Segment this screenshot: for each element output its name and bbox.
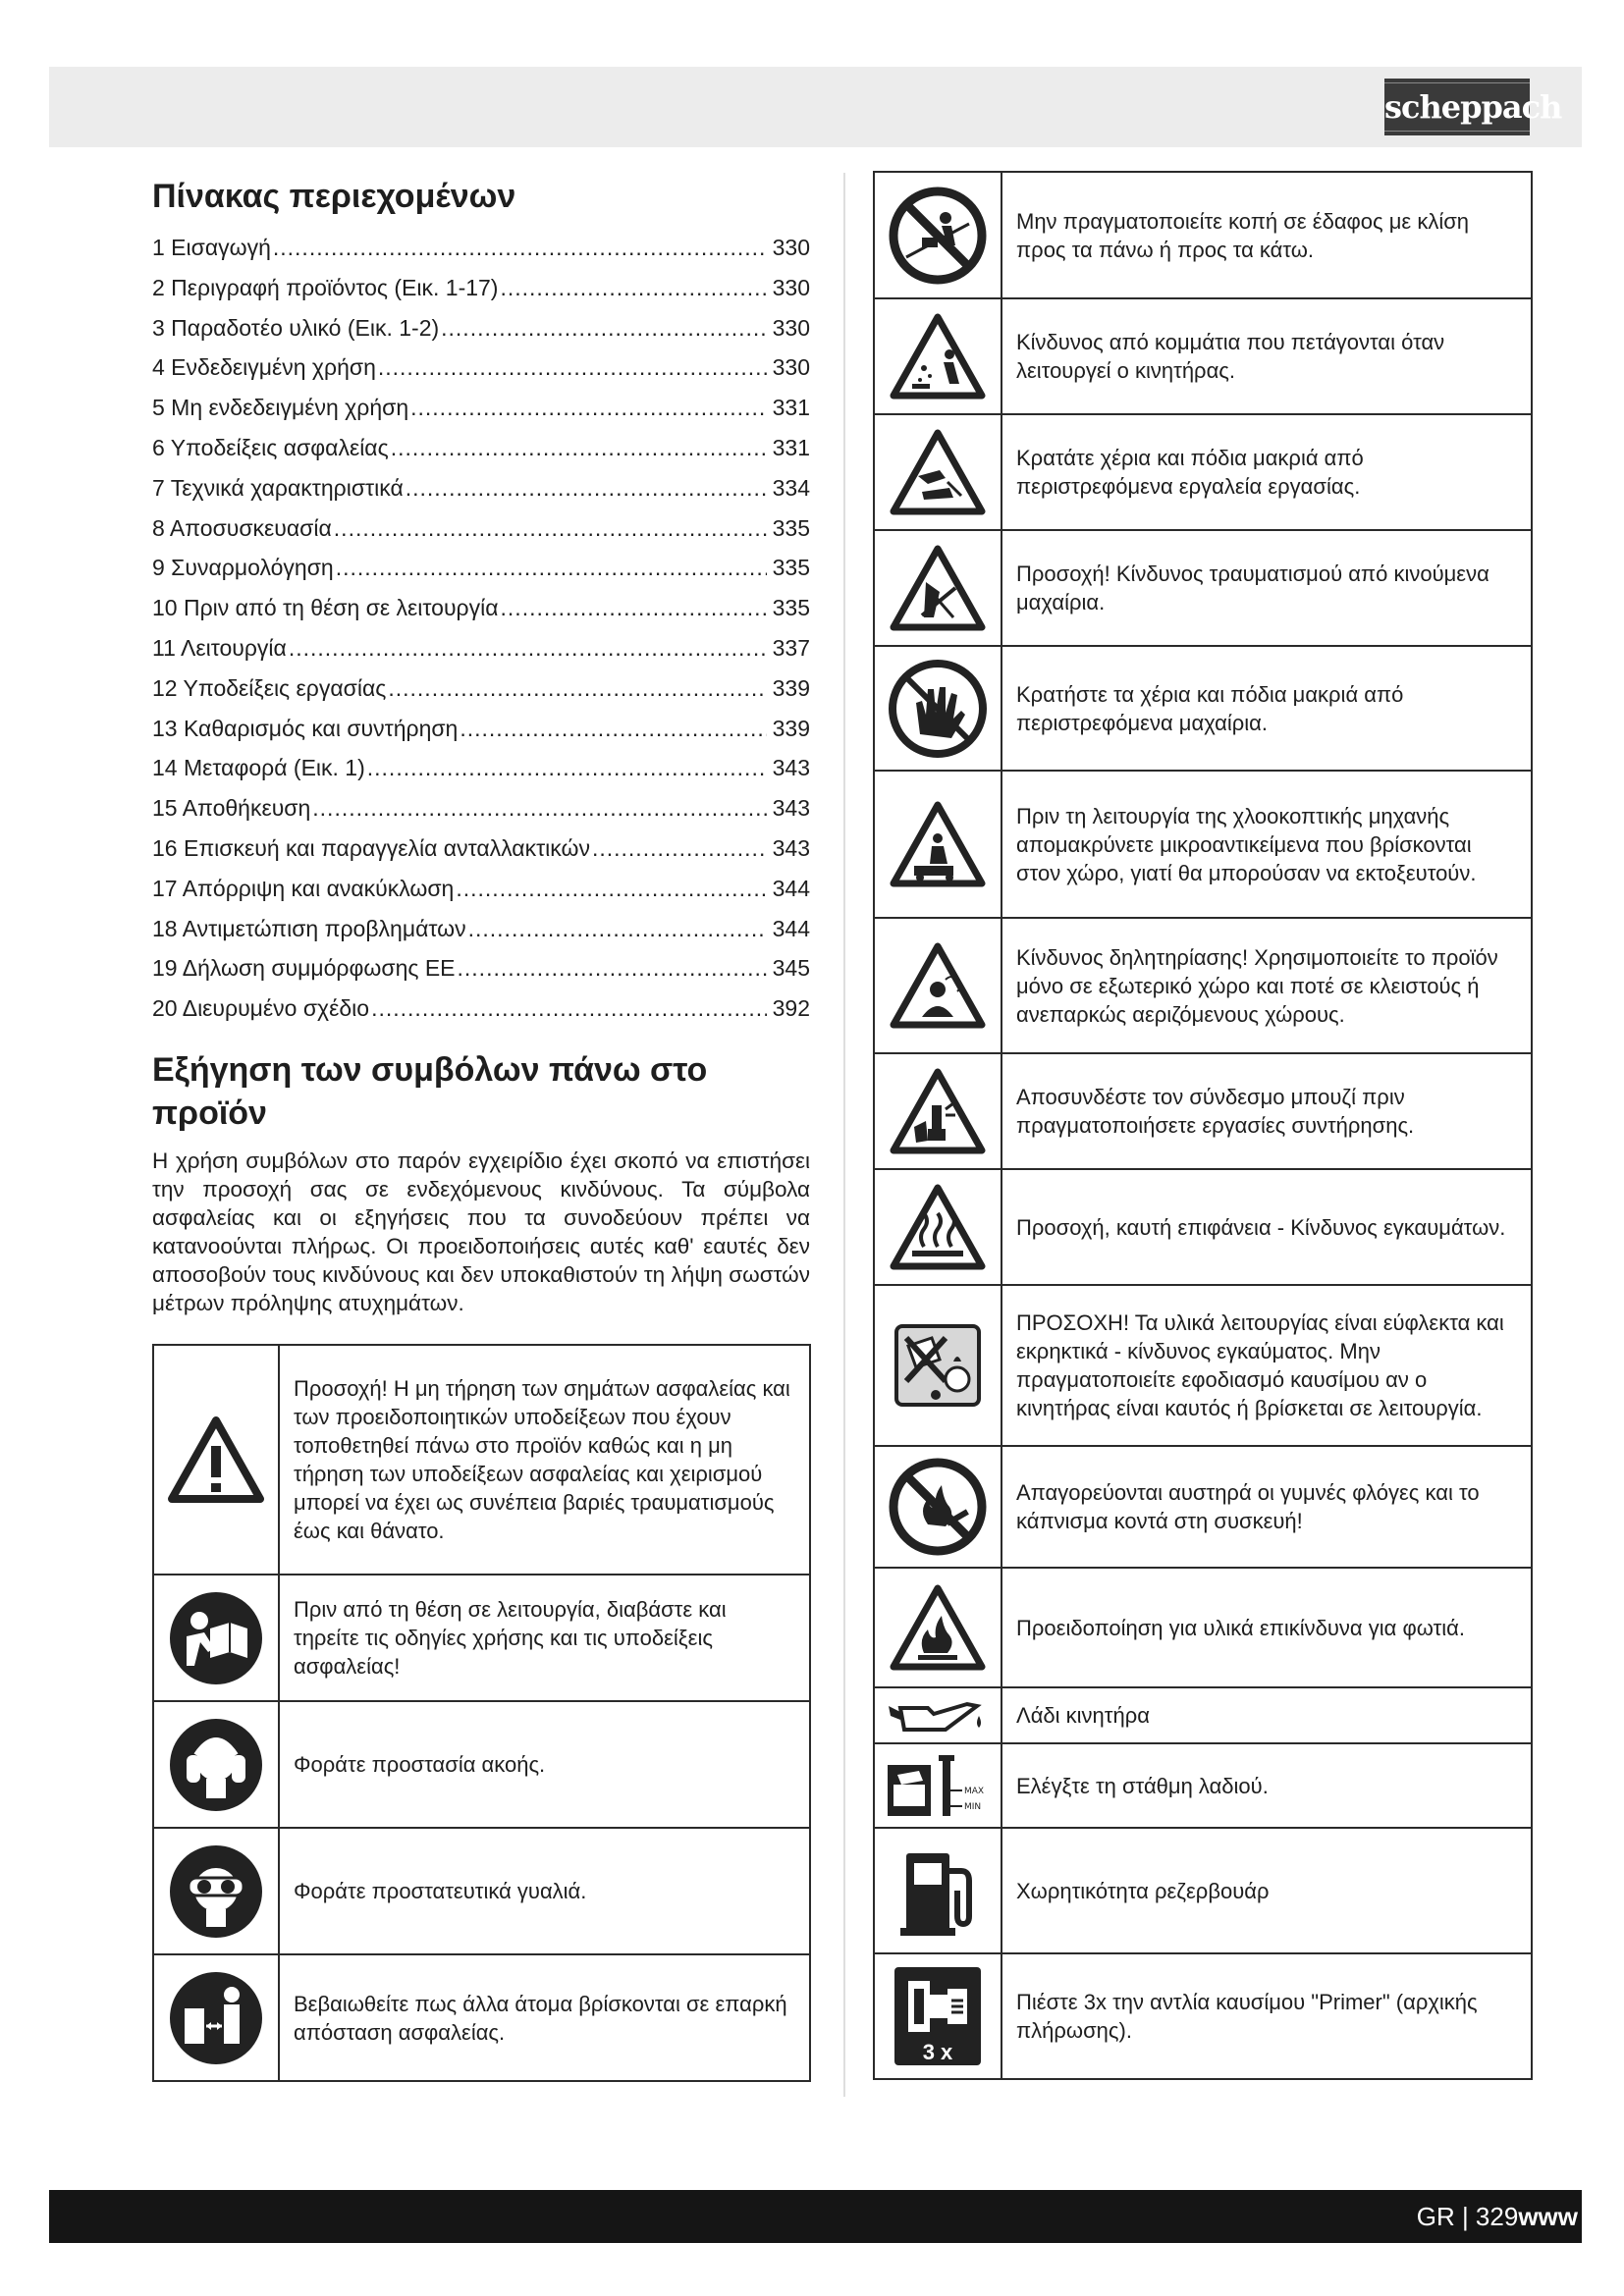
read-manual-icon — [153, 1575, 279, 1701]
symbol-text: Κρατήστε τα χέρια και πόδια μακριά από περιστρεφόμενα μαχαίρια. — [1001, 646, 1532, 771]
poisoning-icon — [874, 918, 1001, 1053]
symbol-row — [874, 1568, 1532, 1687]
toc-item[interactable]: 4 Ενδεδειγμένη χρήση ..... 330 — [152, 347, 810, 388]
symbol-row — [874, 1953, 1532, 2079]
symbol-text: Προσοχή! Κίνδυνος τραυματισμού από κινούμενα μαχαίρια. — [1001, 530, 1532, 646]
symbol-text: Πριν τη λειτουργία της χλοοκοπτικής μηχανής απομακρύνετε μικροαντικείμενα που βρίσκονται στον χώρο, γιατί θα μπορούσαν να εκτοξευτούν. — [1001, 771, 1532, 918]
flying-debris-icon — [874, 298, 1001, 414]
toc-item[interactable]: 9 Συναρμολόγηση ..... 335 — [152, 548, 810, 588]
symbol-row — [874, 414, 1532, 530]
rotating-tools-icon — [874, 414, 1001, 530]
primer-icon — [874, 1953, 1001, 2079]
primer-count-label: 3 x — [922, 2040, 953, 2064]
symbol-row — [153, 1701, 810, 1828]
symbol-text: Ελέγξτε τη στάθμη λαδιού. — [1001, 1743, 1532, 1828]
toc-item[interactable]: 16 Επισκευή και παραγγελία ανταλλακτικών ..... 343 — [152, 828, 810, 869]
moving-blades-icon — [874, 530, 1001, 646]
toc-item[interactable]: 6 Υποδείξεις ασφαλείας ..... 331 — [152, 428, 810, 468]
footer-bar — [49, 2190, 1582, 2243]
toc-item[interactable]: 20 Διευρυμένο σχέδιο ..... 392 — [152, 988, 810, 1029]
symbol-text: Προειδοποίηση για υλικά επικίνδυνα για φωτιά. — [1001, 1568, 1532, 1687]
toc-list — [152, 228, 810, 1029]
symbol-row — [874, 1687, 1532, 1743]
column-divider — [843, 173, 845, 2097]
toc-item[interactable]: 19 Δήλωση συμμόρφωσης ΕΕ ..... 345 — [152, 948, 810, 988]
hand-blade-icon — [874, 646, 1001, 771]
no-refuel-hot-icon — [874, 1285, 1001, 1446]
toc-item[interactable]: 12 Υποδείξεις εργασίας ..... 339 — [152, 668, 810, 709]
symbol-text: Κίνδυνος από κομμάτια που πετάγονται όταν λειτουργεί ο κινητήρας. — [1001, 298, 1532, 414]
symbol-text: Μην πραγματοποιείτε κοπή σε έδαφος με κλίση προς τα πάνω ή προς τα κάτω. — [1001, 172, 1532, 298]
symbol-text: Κρατάτε χέρια και πόδια μακριά από περιστρεφόμενα εργαλεία εργασίας. — [1001, 414, 1532, 530]
toc-item[interactable]: 15 Αποθήκευση ..... 343 — [152, 788, 810, 828]
symbol-text: Αποσυνδέστε τον σύνδεσμο μπουζί πριν πραγματοποιήσετε εργασίες συντήρησης. — [1001, 1053, 1532, 1169]
symbol-row — [153, 1345, 810, 1575]
footer-url-fragment: www — [1518, 2202, 1578, 2231]
symbols-table-left — [152, 1344, 811, 2082]
toc-item[interactable]: 1 Εισαγωγή ..... 330 — [152, 228, 810, 268]
symbol-row — [153, 1954, 810, 2081]
safe-distance-icon — [153, 1954, 279, 2081]
oil-level-max-label: MAX — [964, 1787, 985, 1796]
fuel-tank-icon — [874, 1828, 1001, 1953]
symbol-text: Φοράτε προστατευτικά γυαλιά. — [279, 1828, 810, 1954]
symbol-row — [874, 646, 1532, 771]
toc-item[interactable]: 18 Αντιμετώπιση προβλημάτων ..... 344 — [152, 909, 810, 949]
toc-item[interactable]: 7 Τεχνικά χαρακτηριστικά ..... 334 — [152, 468, 810, 508]
symbol-text: Χωρητικότητα ρεζερβουάρ — [1001, 1828, 1532, 1953]
symbol-text: Πριν από τη θέση σε λειτουργία, διαβάστε και τηρείτε τις οδηγίες χρήσης και τις υποδείξεις ασφαλείας! — [279, 1575, 810, 1701]
header-bar — [49, 67, 1582, 147]
general-warning-icon — [153, 1345, 279, 1575]
toc-item[interactable]: 10 Πριν από τη θέση σε λειτουργία ..... 335 — [152, 588, 810, 628]
oil-level-min-label: MIN — [964, 1802, 982, 1812]
toc-item[interactable]: 8 Αποσυσκευασία ..... 335 — [152, 508, 810, 549]
symbol-text: ΠΡΟΣΟΧΗ! Τα υλικά λειτουργίας είναι εύφλεκτα και εκρηκτικά - κίνδυνος εγκαύματος. Μην πραγματοποιείτε εφοδιασμό καυσίμου αν ο κινητήρας είναι καυτός ή βρίσκεται σε λειτουργία. — [1001, 1285, 1532, 1446]
symbol-row — [153, 1575, 810, 1701]
symbol-text: Λάδι κινητήρα — [1001, 1687, 1532, 1743]
toc-item[interactable]: 17 Απόρριψη και ανακύκλωση ..... 344 — [152, 869, 810, 909]
toc-item[interactable]: 11 Λειτουργία ..... 337 — [152, 628, 810, 668]
spark-plug-icon — [874, 1053, 1001, 1169]
symbol-text: Βεβαιωθείτε πως άλλα άτομα βρίσκονται σε επαρκή απόσταση ασφαλείας. — [279, 1954, 810, 2081]
toc-item[interactable]: 5 Μη ενδεδειγμένη χρήση ..... 331 — [152, 388, 810, 428]
no-slope-mowing-icon — [874, 172, 1001, 298]
oil-level-icon — [874, 1743, 1001, 1828]
symbol-row — [874, 1285, 1532, 1446]
symbol-row — [874, 918, 1532, 1053]
no-open-flame-icon — [874, 1446, 1001, 1568]
left-column — [152, 175, 810, 1317]
hearing-protection-icon — [153, 1701, 279, 1828]
symbol-text: Προσοχή, καυτή επιφάνεια - Κίνδυνος εγκαυμάτων. — [1001, 1169, 1532, 1285]
toc-item[interactable]: 2 Περιγραφή προϊόντος (Εικ. 1-17) ..... 330 — [152, 268, 810, 308]
symbol-row — [874, 1169, 1532, 1285]
symbol-text: Πιέστε 3x την αντλία καυσίμου "Primer" (αρχικής πλήρωσης). — [1001, 1953, 1532, 2079]
engine-oil-icon — [874, 1687, 1001, 1743]
flammable-icon — [874, 1568, 1001, 1687]
toc-title: Πίνακας περιεχομένων — [152, 178, 516, 215]
toc-item[interactable]: 14 Μεταφορά (Εικ. 1) ..... 343 — [152, 748, 810, 788]
symbol-row — [874, 1446, 1532, 1568]
symbol-row — [874, 771, 1532, 918]
symbol-row — [153, 1828, 810, 1954]
toc-item[interactable]: 13 Καθαρισμός και συντήρηση ..... 339 — [152, 709, 810, 749]
brand-logo: scheppach — [1384, 79, 1530, 135]
symbol-text: Φοράτε προστασία ακοής. — [279, 1701, 810, 1828]
toc-item[interactable]: 3 Παραδοτέο υλικό (Εικ. 1-2) ..... 330 — [152, 308, 810, 348]
symbol-text: Προσοχή! Η μη τήρηση των σημάτων ασφαλείας και των προειδοποιητικών υποδείξεων που έχουν τοποθετηθεί πάνω στο προϊόν καθώς και η μη τήρηση των υποδείξεων ασφαλείας και χειρισμού μπορεί να έχει ως συνέπεια βαριές τραυματισμούς έως και θάνατο. — [279, 1345, 810, 1575]
symbols-intro: Η χρήση συμβόλων στο παρόν εγχειρίδιο έχει σκοπό να επιστήσει την προσοχή σας σε ενδεχόμενους κινδύνους. Τα σύμβολα ασφαλείας και οι εξηγήσεις που τα συνοδεύουν πρέπει να κατανοούνται πλήρως. Οι προειδοποιήσεις αυτές καθ' εαυτές δεν αποσοβούν τους κινδύνους και δεν υποκαθιστούν τη λήψη σωστών μέτρων πρόληψης ατυχημάτων. — [152, 1148, 810, 1315]
symbols-table-right — [873, 171, 1533, 2080]
symbol-row — [874, 1828, 1532, 1953]
symbol-text: Κίνδυνος δηλητηρίασης! Χρησιμοποιείτε το προϊόν μόνο σε εξωτερικό χώρο και ποτέ σε κλειστούς ή ανεπαρκώς αεριζόμενους χώρους. — [1001, 918, 1532, 1053]
symbol-text: Απαγορεύονται αυστηρά οι γυμνές φλόγες και το κάπνισμα κοντά στη συσκευή! — [1001, 1446, 1532, 1568]
symbols-title: Εξήγηση των συμβόλων πάνω στο προϊόν — [152, 1050, 708, 1132]
safety-goggles-icon — [153, 1828, 279, 1954]
footer-page-label: GR | 329www — [1416, 2202, 1578, 2231]
symbol-row — [874, 298, 1532, 414]
remove-objects-icon — [874, 771, 1001, 918]
symbol-row — [874, 1053, 1532, 1169]
symbol-row — [874, 1743, 1532, 1828]
symbol-row — [874, 172, 1532, 298]
symbol-row — [874, 530, 1532, 646]
hot-surface-icon — [874, 1169, 1001, 1285]
